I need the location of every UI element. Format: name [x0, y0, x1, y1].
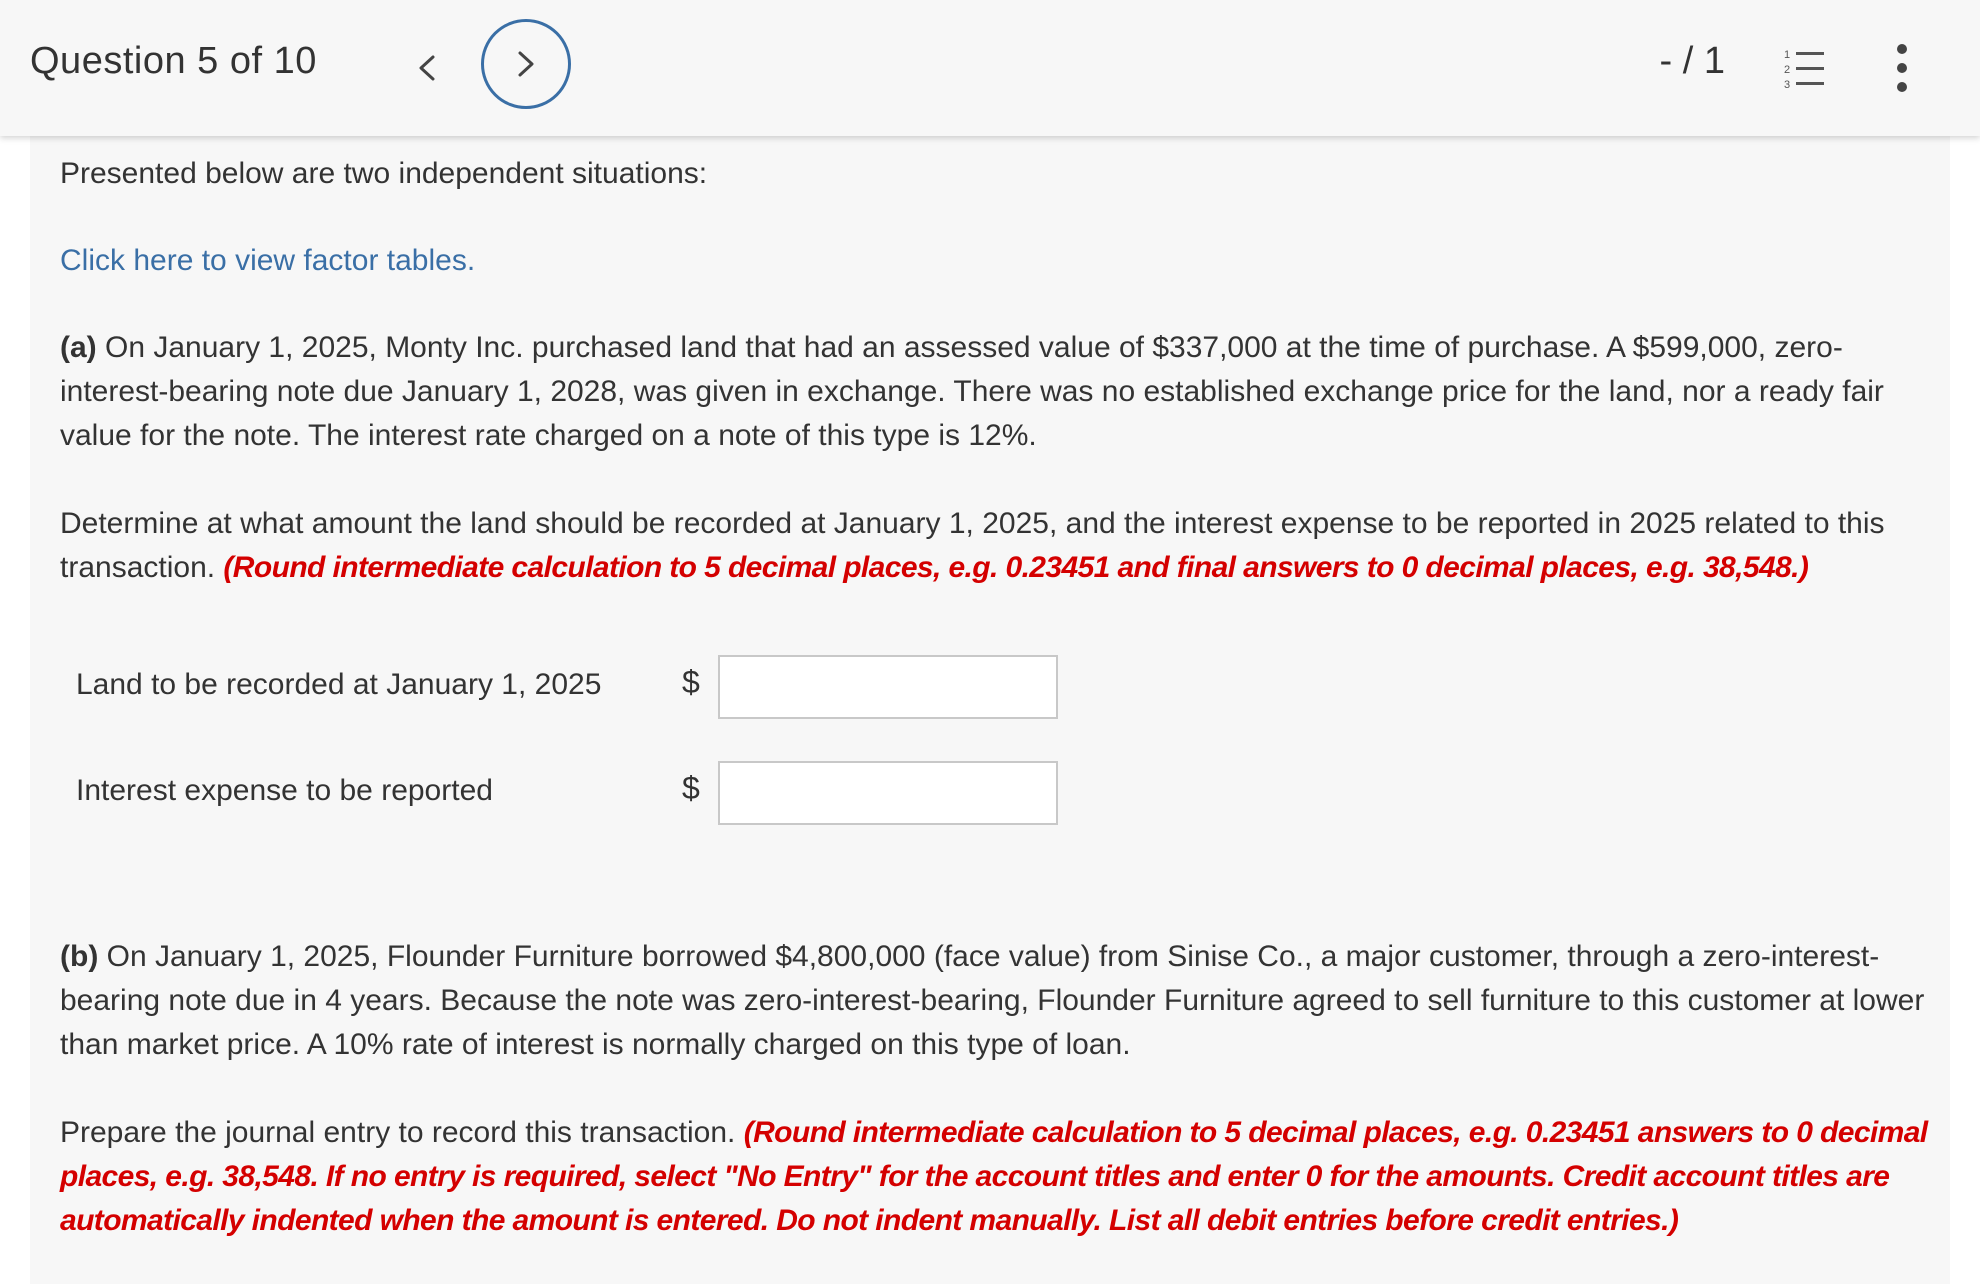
svg-text:2: 2 — [1784, 64, 1791, 76]
land-recorded-label: Land to be recorded at January 1, 2025 — [76, 668, 602, 701]
land-amount-input[interactable] — [718, 655, 1058, 719]
question-counter: Question 5 of 10 — [30, 40, 317, 82]
more-vertical-icon-dot — [1897, 44, 1907, 54]
score-display: - / 1 — [1659, 40, 1725, 82]
more-vertical-icon-dot — [1897, 63, 1907, 73]
part-b-instruction-text: Prepare the journal entry to record this transaction. — [60, 1116, 744, 1149]
part-b-tag: (b) — [60, 940, 99, 973]
interest-expense-input[interactable] — [718, 761, 1058, 825]
part-b-description — [60, 935, 1940, 1067]
interest-currency-symbol: $ — [682, 770, 700, 806]
question-header — [0, 0, 1980, 136]
part-a-rounding-note: (Round intermediate calculation to 5 decimal places, e.g. 0.23451 and final answers to 0 decimal places, e.g. 38,548.) — [223, 551, 1809, 584]
intro-text: Presented below are two independent situations: — [60, 157, 708, 190]
more-vertical-icon-dot — [1897, 82, 1907, 92]
question-list-button[interactable] — [1782, 46, 1826, 90]
part-a-description — [60, 326, 1940, 458]
chevron-left-icon — [416, 53, 438, 83]
part-b-instruction — [60, 1111, 1940, 1243]
part-a-instruction — [60, 502, 1940, 590]
part-b-rounding-note: (Round intermediate calculation to 5 decimal places, e.g. 0.23451 answers to 0 decimal places, e.g. 38,548. If no entry is required, select "No Entry" for the account titles and enter 0 for the amounts. Credit account titles are automatically indented when the amount is entered. Do not indent manually. List all debit entries before credit entries.) — [60, 1116, 1928, 1237]
part-a-tag: (a) — [60, 331, 97, 364]
land-currency-symbol: $ — [682, 664, 700, 700]
interest-expense-label: Interest expense to be reported — [76, 774, 493, 807]
part-b-text: On January 1, 2025, Flounder Furniture borrowed $4,800,000 (face value) from Sinise Co., a major customer, through a zero-interest-bearing note due in 4 years. Because the note was zero-interest-bearing, Flounder Furniture agreed to sell furniture to this customer at lower than market price. A 10% rate of interest is normally charged on this type of loan. — [60, 940, 1925, 1061]
svg-text:3: 3 — [1784, 79, 1791, 90]
part-a-text: On January 1, 2025, Monty Inc. purchased land that had an assessed value of $337,000 at the time of purchase. A $599,000, zero-interest-bearing note due January 1, 2028, was given in exchange. There was no established exchange price for the land, nor a ready fair value for the note. The interest rate charged on a note of this type is 12%. — [60, 331, 1884, 452]
chevron-right-icon — [515, 49, 537, 79]
next-question-button[interactable] — [481, 19, 571, 109]
numbered-list-icon — [1782, 46, 1826, 90]
question-body — [30, 136, 1950, 1284]
more-options-button[interactable] — [1884, 44, 1920, 92]
svg-text:1: 1 — [1784, 49, 1791, 61]
previous-question-button[interactable] — [405, 40, 449, 96]
part-a-instruction-text: Determine at what amount the land should be recorded at January 1, 2025, and the interest expense to be reported in 2025 related to this transaction. — [60, 507, 1885, 584]
factor-tables-link[interactable]: Click here to view factor tables. — [60, 244, 476, 277]
